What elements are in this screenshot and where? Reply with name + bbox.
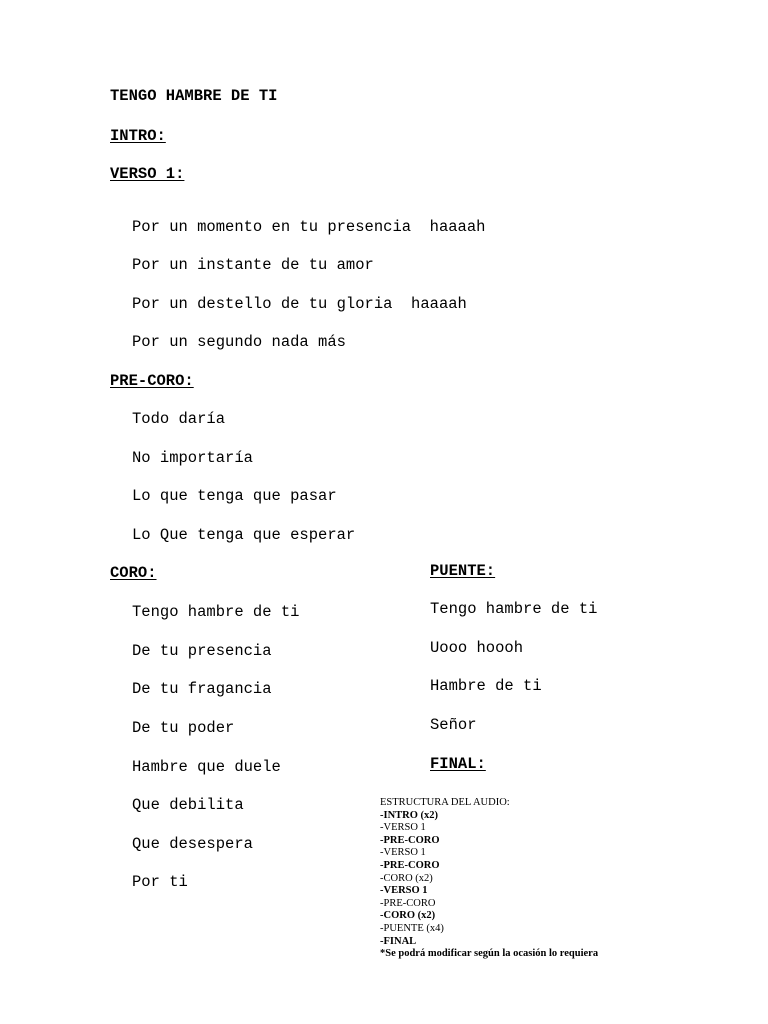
coro-line: Que desespera	[132, 835, 253, 853]
structure-item: -PUENTE (x4)	[380, 922, 444, 934]
intro-heading: INTRO:	[110, 127, 166, 145]
structure-item: -VERSO 1	[380, 847, 426, 859]
coro-line: De tu poder	[132, 719, 235, 737]
structure-note: *Se podrá modificar según la ocasión lo requiera	[380, 948, 599, 960]
final-heading: FINAL:	[430, 755, 486, 773]
structure-item: -CORO (x2)	[380, 872, 433, 884]
puente-line: Uooo hoooh	[430, 639, 524, 657]
coro-line: Por ti	[132, 873, 188, 891]
verse1-line: Por un instante de tu amor	[132, 256, 374, 274]
puente-line: Tengo hambre de ti	[430, 600, 598, 618]
structure-item: -FINAL	[380, 935, 417, 947]
structure-item: -VERSO 1	[380, 822, 426, 834]
precoro-line: Lo Que tenga que esperar	[132, 526, 356, 544]
coro-line: Hambre que duele	[132, 758, 281, 776]
verse1-heading: VERSO 1:	[110, 165, 185, 183]
structure-item: -PRE-CORO	[380, 897, 436, 909]
puente-line: Señor	[430, 716, 477, 734]
structure-item: -PRE-CORO	[380, 859, 440, 871]
verse1-line: Por un segundo nada más	[132, 333, 346, 351]
structure-item: -VERSO 1	[380, 885, 428, 897]
coro-line: Que debilita	[132, 796, 244, 814]
song-title: TENGO HAMBRE DE TI	[110, 87, 278, 105]
structure-item: -INTRO (x2)	[380, 809, 439, 821]
coro-line: Tengo hambre de ti	[132, 603, 300, 621]
structure-title: ESTRUCTURA DEL AUDIO:	[380, 797, 510, 808]
verse1-line: Por un momento en tu presencia haaaah	[132, 218, 486, 236]
structure-item: -CORO (x2)	[380, 910, 436, 922]
precoro-heading: PRE-CORO:	[110, 372, 194, 390]
precoro-line: Todo daría	[132, 410, 226, 428]
coro-line: De tu fragancia	[132, 680, 272, 698]
audio-structure	[380, 797, 680, 961]
verse1-line: Por un destello de tu gloria haaaah	[132, 295, 467, 313]
coro-heading: CORO:	[110, 564, 157, 582]
coro-line: De tu presencia	[132, 642, 272, 660]
structure-item: -PRE-CORO	[380, 834, 440, 846]
precoro-line: Lo que tenga que pasar	[132, 487, 337, 505]
precoro-line: No importaría	[132, 449, 253, 467]
puente-line: Hambre de ti	[430, 677, 542, 695]
puente-heading: PUENTE:	[430, 562, 496, 580]
